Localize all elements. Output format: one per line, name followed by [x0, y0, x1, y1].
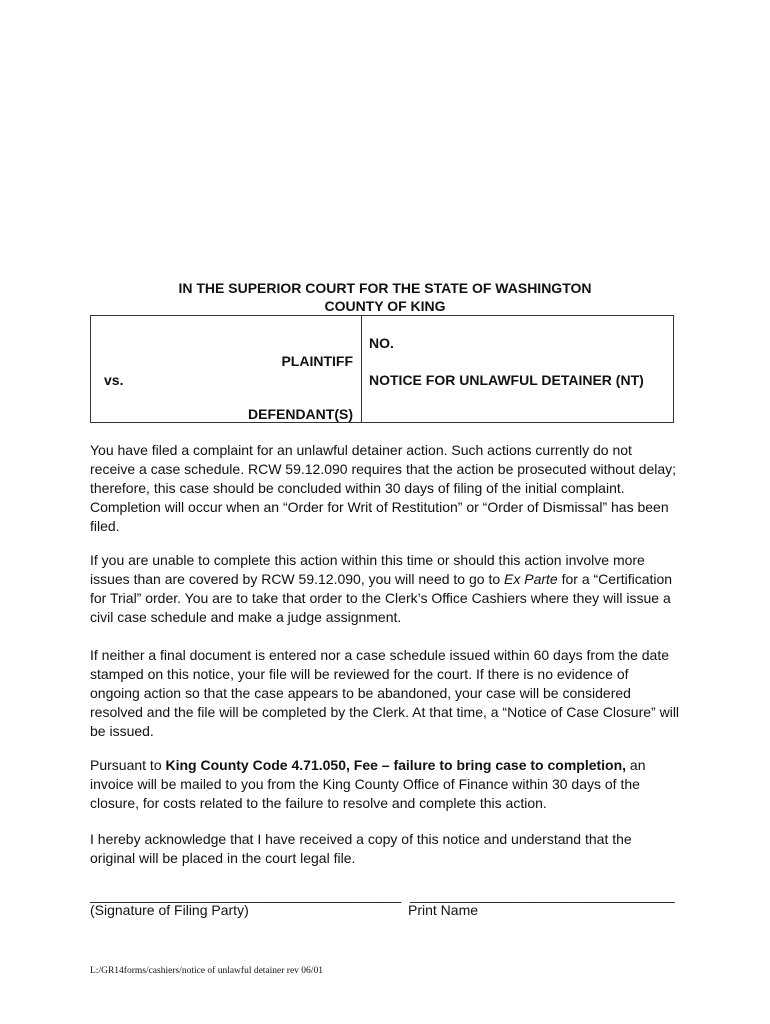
case-caption-box: [90, 315, 674, 423]
paragraph-case-closure: If neither a final document is entered nor a case schedule issued within 60 days from the date stamped on this notice, your file will be reviewed for the court. If there is no evidence of ongoing action so that the case appears to be abandoned, your case will be considered resolved and the file will be completed by the Clerk. At that time, a “Notice of Case Closure” will be issued.: [90, 647, 680, 739]
caption-divider: [361, 316, 362, 422]
case-number-label: NO.: [369, 335, 394, 351]
court-heading-line2: COUNTY OF KING: [324, 298, 446, 314]
defendant-label: DEFENDANT(S): [248, 406, 353, 422]
notice-title: NOTICE FOR UNLAWFUL DETAINER (NT): [369, 372, 644, 388]
signature-label: (Signature of Filing Party): [90, 902, 249, 918]
versus-label: vs.: [104, 372, 124, 388]
paragraph-certification-text-2: for a “Certification for Trial” order. You are to take that order to the Clerk’s Office Cashiers where they will issue a civil case schedule and make a judge assignment.: [90, 571, 673, 625]
paragraph-fee-text-1: Pursuant to: [90, 757, 166, 773]
paragraph-certification-text-1: If you are unable to complete this action within this time or should this action involve more issues than are covered by RCW 59.12.090, you will need to go to: [90, 552, 645, 587]
print-name-line[interactable]: __________________________________: [410, 887, 675, 903]
plaintiff-label: PLAINTIFF: [281, 353, 353, 369]
print-name-label: Print Name: [408, 902, 479, 918]
court-heading-line1: IN THE SUPERIOR COURT FOR THE STATE OF WASHINGTON: [178, 280, 592, 296]
paragraph-certification: [90, 551, 680, 627]
county-code-reference: King County Code 4.71.050, Fee – failure to bring case to completion,: [165, 757, 627, 773]
ex-parte-text: Ex Parte: [504, 571, 558, 587]
paragraph-acknowledgement: I hereby acknowledge that I have received a copy of this notice and understand that the original will be placed in the court legal file.: [90, 831, 632, 866]
signature-line[interactable]: ________________________________________: [90, 887, 402, 903]
paragraph-fee: [90, 756, 680, 813]
paragraph-fee-text-2: an invoice will be mailed to you from the King County Office of Finance within 30 days of the closure, for costs related to the failure to resolve and complete this action.: [90, 757, 646, 811]
paragraph-case-schedule: You have filed a complaint for an unlawful detainer action. Such actions currently do not receive a case schedule. RCW 59.12.090 requires that the action be prosecuted without delay; therefore, this case should be concluded within 30 days of filing of the initial complaint. Completion will occur when an “Order for Writ of Restitution” or “Order of Dismissal” has been filed.: [90, 442, 677, 534]
form-footer-path: L:/GR14forms/cashiers/notice of unlawful detainer rev 06/01: [90, 966, 323, 976]
